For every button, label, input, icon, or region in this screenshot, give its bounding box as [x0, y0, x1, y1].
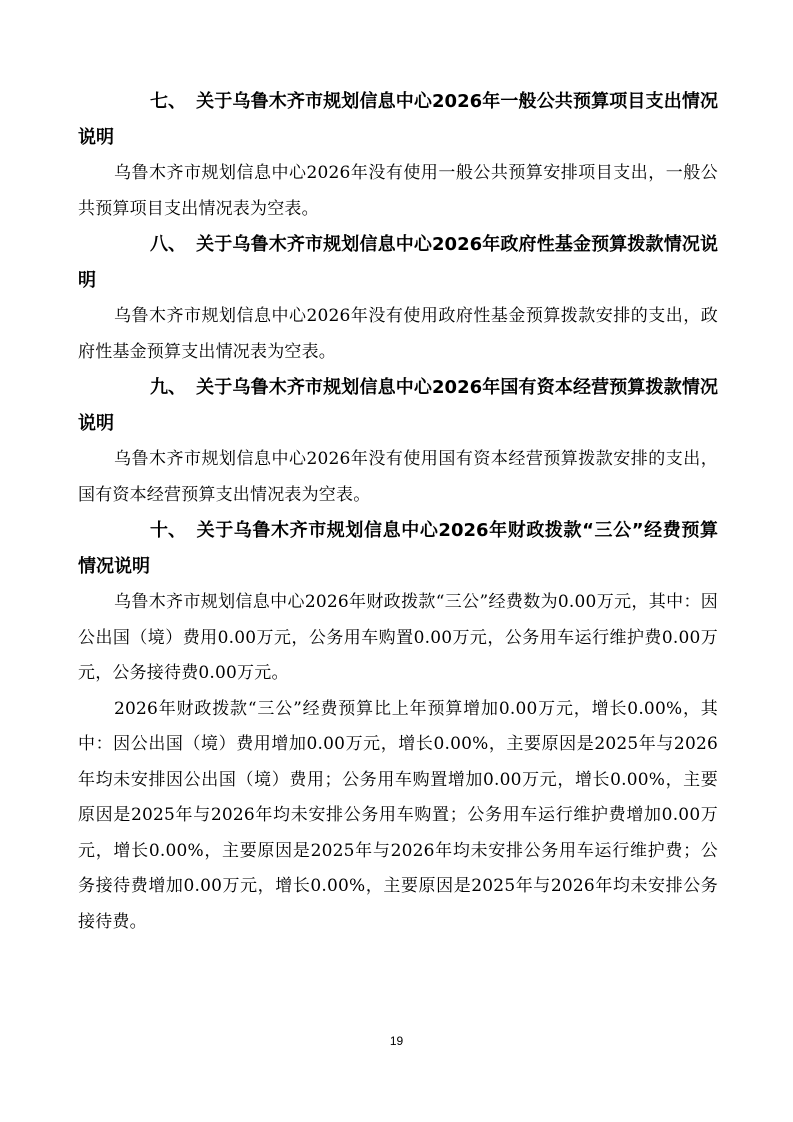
section-title: 关于乌鲁木齐市规划信息中心2026年一般公共预算项目支出情况说明 — [78, 91, 718, 148]
section-heading — [78, 370, 718, 442]
section-9 — [78, 370, 718, 513]
section-8 — [78, 227, 718, 370]
section-paragraph: 乌鲁木齐市规划信息中心2026年没有使用国有资本经营预算拨款安排的支出，国有资本经营预算支出情况表为空表。 — [78, 449, 718, 505]
document-body — [78, 84, 718, 940]
section-7 — [78, 84, 718, 227]
page-number: 19 — [389, 1034, 404, 1048]
section-number: 七、 — [150, 91, 186, 112]
section-title: 关于乌鲁木齐市规划信息中心2026年国有资本经营预算拨款情况说明 — [78, 377, 718, 434]
section-heading — [78, 84, 718, 156]
section-paragraph: 乌鲁木齐市规划信息中心2026年没有使用政府性基金预算拨款安排的支出，政府性基金预算支出情况表为空表。 — [78, 306, 718, 362]
section-title: 关于乌鲁木齐市规划信息中心2026年政府性基金预算拨款情况说明 — [78, 234, 718, 291]
section-10 — [78, 513, 718, 940]
section-number: 九、 — [150, 377, 186, 398]
section-paragraph: 乌鲁木齐市规划信息中心2026年没有使用一般公共预算安排项目支出，一般公共预算项目支出情况表为空表。 — [78, 163, 718, 219]
section-heading — [78, 513, 718, 585]
section-number: 十、 — [150, 520, 186, 541]
section-paragraph: 2026年财政拨款“三公”经费预算比上年预算增加0.00万元，增长0.00%，其中：因公出国（境）费用增加0.00万元，增长0.00%，主要原因是2025年与2026年均未安排因公出国（境）费用；公务用车购置增加0.00万元，增长0.00%，主要原因是2025年与2026年均未安排公务用车购置；公务用车运行维护费增加0.00万元，增长0.00%，主要原因是2025年与2026年均未安排公务用车运行维护费；公务接待费增加0.00万元，增长0.00%，主要原因是2025年与2026年均未安排公务接待费。 — [78, 698, 718, 932]
section-title: 关于乌鲁木齐市规划信息中心2026年财政拨款“三公”经费预算情况说明 — [78, 520, 718, 577]
section-paragraph: 乌鲁木齐市规划信息中心2026年财政拨款“三公”经费数为0.00万元，其中：因公出国（境）费用0.00万元，公务用车购置0.00万元，公务用车运行维护费0.00万元，公务接待费0.00万元。 — [78, 592, 718, 683]
section-number: 八、 — [150, 234, 186, 255]
section-heading — [78, 227, 718, 299]
